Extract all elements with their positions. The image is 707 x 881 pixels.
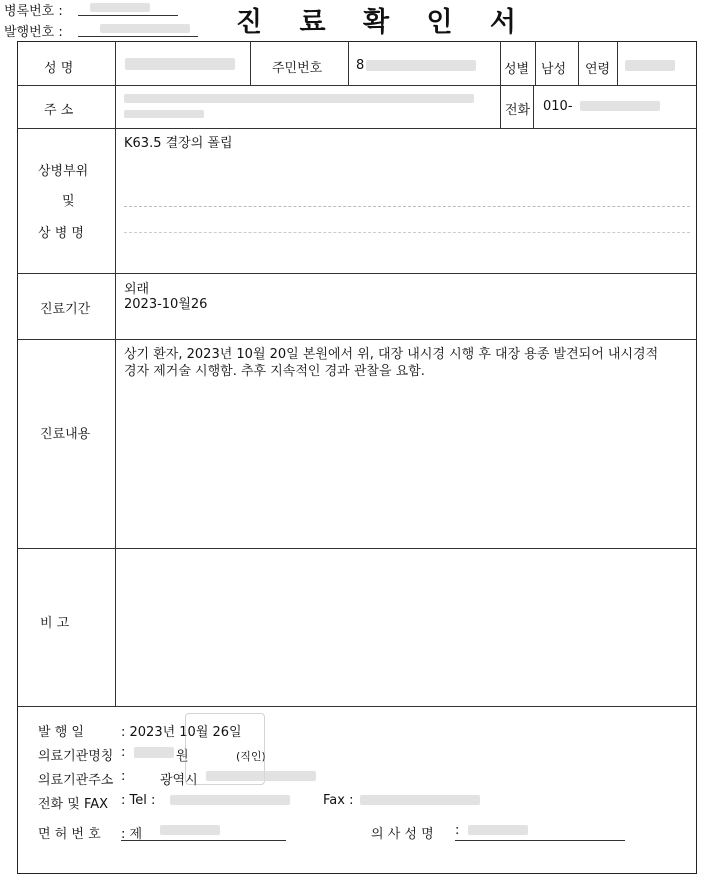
- treatment-label: 진료내용: [40, 427, 91, 442]
- row-divider: [17, 706, 697, 707]
- address-footer-colon: :: [121, 769, 126, 784]
- column-divider: [535, 41, 536, 85]
- column-divider: [578, 41, 579, 85]
- address-redacted-2: [124, 110, 204, 118]
- diagnosis-label-3: 상 병 명: [38, 226, 84, 241]
- column-divider: [250, 41, 251, 85]
- contact-label: 전화 및 FAX: [38, 797, 109, 812]
- row-divider: [17, 339, 697, 340]
- address-footer-city: 광역시: [160, 773, 198, 788]
- name-label: 성 명: [44, 61, 74, 76]
- treatment-line: 경자 제거술 시행함. 추후 지속적인 경과 관찰을 요함.: [124, 364, 425, 379]
- treatment-content: [124, 346, 690, 380]
- diagnosis-label-2: 및: [62, 194, 75, 209]
- issue-number-redacted: [100, 24, 190, 33]
- document-title: 진 료 확 인 서: [236, 7, 531, 38]
- rrn-label: 주민번호: [272, 61, 323, 76]
- address-label: 주 소: [44, 103, 74, 118]
- row-divider: [17, 273, 697, 274]
- faint-rule: [124, 232, 690, 233]
- institution-colon: :: [121, 745, 126, 760]
- treatment-line: 상기 환자, 2023년 10월 20일 본원에서 위, 대장 내시경 시행 후 대장 용종 발견되어 내시경적: [124, 347, 659, 362]
- tel-value: : Tel :: [121, 793, 156, 808]
- column-divider: [617, 41, 618, 85]
- period-date: 2023-10월26: [124, 297, 208, 312]
- issue-date-label: 발 행 일: [38, 725, 84, 740]
- record-number-redacted: [90, 3, 150, 12]
- license-redacted: [160, 825, 220, 835]
- address-redacted: [124, 94, 474, 103]
- phone-value: 010-: [543, 99, 573, 114]
- institution-suffix: 원: [176, 749, 189, 764]
- label-column-divider: [115, 41, 116, 706]
- license-underline: [121, 840, 286, 841]
- rrn-value: 8: [356, 58, 365, 73]
- column-divider: [533, 85, 534, 128]
- faint-rule: [124, 206, 690, 207]
- column-divider: [348, 41, 349, 85]
- name-redacted: [125, 58, 235, 70]
- issue-number-underline: [78, 36, 198, 37]
- address-footer-label: 의료기관주소: [38, 773, 114, 788]
- phone-label: 전화: [505, 103, 531, 118]
- phone-redacted: [580, 101, 660, 111]
- diagnosis-label-1: 상병부위: [38, 164, 89, 179]
- column-divider: [500, 41, 501, 128]
- seal-text: (직인): [236, 750, 266, 763]
- issue-date-value: : 2023년 10월 26일: [121, 725, 242, 740]
- doctor-value: :: [455, 823, 460, 838]
- address-footer-redacted: [206, 771, 316, 781]
- license-value: : 제: [121, 827, 143, 842]
- period-type: 외래: [124, 282, 150, 297]
- row-divider: [17, 85, 697, 86]
- age-redacted: [625, 60, 675, 71]
- institution-redacted: [134, 747, 174, 758]
- form-frame: [17, 41, 697, 874]
- row-divider: [17, 128, 697, 129]
- license-label: 면 허 번 호: [38, 827, 101, 842]
- doctor-underline: [455, 840, 625, 841]
- remarks-label: 비 고: [40, 616, 70, 631]
- institution-label: 의료기관명칭: [38, 749, 114, 764]
- sex-label: 성별: [504, 62, 530, 77]
- diagnosis-value: K63.5 결장의 폴립: [124, 136, 233, 151]
- doctor-label: 의 사 성 명: [371, 827, 434, 842]
- row-divider: [17, 548, 697, 549]
- age-label: 연령: [585, 62, 611, 77]
- issue-number-label: 발행번호 :: [4, 25, 63, 40]
- doctor-redacted: [468, 825, 528, 835]
- sex-value: 남성: [541, 62, 567, 77]
- period-label: 진료기간: [40, 302, 91, 317]
- rrn-redacted: [366, 60, 476, 71]
- fax-redacted: [360, 795, 480, 805]
- tel-redacted: [170, 795, 290, 805]
- fax-label: Fax :: [323, 793, 354, 808]
- record-number-underline: [78, 15, 178, 16]
- record-number-label: 병록번호 :: [4, 4, 63, 19]
